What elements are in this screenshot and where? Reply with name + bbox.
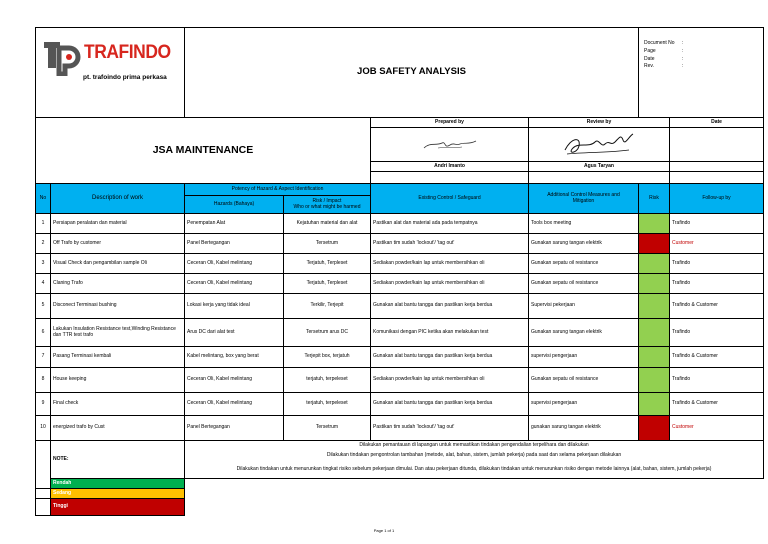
page-footer: Page 1 of 1	[373, 528, 395, 533]
row-impact: terjatuh, terpeleset	[284, 368, 371, 393]
row-followup: Customer	[670, 234, 764, 254]
document-info	[639, 28, 764, 118]
row-description: energized trafo by Cust	[51, 416, 185, 441]
legend-level-sedang: Sedang	[51, 489, 185, 499]
legend-description: Dilakukan tindakan untuk menurunkan tingkat risiko sebelum pekerjaan dimulai. Dan atau pekerjaan ditunda, dilakukan tindakan untuk menurunkan risiko dengan metode lainnya (alat, bahan, sistem, jumlah pekerja)	[236, 465, 712, 472]
document-info-label: Page	[644, 47, 656, 54]
row-description: Off Trafo by customer	[51, 234, 185, 254]
table-row	[36, 234, 764, 254]
table-row	[36, 254, 764, 274]
row-followup: Trafindo	[670, 368, 764, 393]
document-info-separator: :	[682, 63, 684, 70]
row-no: 6	[36, 319, 51, 347]
row-existing-control: Gunakan alat bantu tangga dan pastikan kerja berdua	[371, 393, 529, 416]
row-additional-control: gunakan sarung tangan elektrik	[529, 416, 639, 441]
document-title: JOB SAFETY ANALYSIS	[185, 28, 639, 118]
document-info-separator: :	[682, 40, 684, 46]
row-existing-control: Gunakan alat bantu tangga dan pastikan kerja berdua	[371, 347, 529, 368]
reviewer-signature-icon	[559, 130, 639, 160]
row-risk	[639, 416, 670, 441]
row-followup: Trafindo & Customer	[670, 393, 764, 416]
reviewer-signature	[529, 128, 670, 162]
col-header-followup: Follow-up by	[670, 184, 764, 214]
note-label: NOTE:	[51, 441, 185, 479]
date-label: Date	[670, 118, 764, 128]
row-description: Final check	[51, 393, 185, 416]
row-hazard: Ceceran Oli, Kabel melintang	[185, 274, 284, 294]
row-no: 8	[36, 368, 51, 393]
row-hazard: Ceceran Oli, Kabel melintang	[185, 368, 284, 393]
row-impact: Terjepit box, terjatuh	[284, 347, 371, 368]
document-info-separator: :	[682, 47, 684, 54]
row-followup: Trafindo	[670, 274, 764, 294]
row-impact: Kejatuhan material dan alat	[284, 214, 371, 234]
col-header-risk: Risk	[639, 184, 670, 214]
row-existing-control: Pastikan tim sudah 'lockout'/ 'tag out'	[371, 234, 529, 254]
row-description: Visual Check dan pengambilan sample Oli	[51, 254, 185, 274]
note-descriptions	[185, 441, 764, 479]
company-name: TRAFINDO	[84, 42, 171, 63]
row-risk	[639, 319, 670, 347]
row-description: Lakukan Insulation Resistance test,Winding Resistance dan TTR test trafo	[51, 319, 185, 347]
risk-impact-line1: Risk / Impact	[312, 197, 342, 204]
row-impact: Tersetrum	[284, 234, 371, 254]
row-description: Persiapan peralatan dan material	[51, 214, 185, 234]
col-header-additional-control	[529, 184, 639, 214]
row-no: 4	[36, 274, 51, 294]
company-logo	[36, 28, 185, 118]
legend-row	[36, 499, 764, 516]
legend-blank	[36, 499, 51, 516]
document-info-row	[644, 63, 761, 71]
row-hazard: Ceceran Oli, Kabel melintang	[185, 393, 284, 416]
row-existing-control: Sediakan powder/kain lap untuk membersihkan oli	[371, 274, 529, 294]
row-hazard: Panel Bertegangan	[185, 234, 284, 254]
document-info-label: Date	[644, 55, 655, 62]
jsa-title: JSA MAINTENANCE	[36, 118, 371, 184]
preparer-name: Andri Imanto	[371, 162, 529, 172]
col-header-description: Description of work	[51, 184, 185, 214]
row-existing-control: Komunikasi dengan PIC ketika akan melakukan test	[371, 319, 529, 347]
risk-impact-line2: Who or what might be harmed	[293, 203, 361, 210]
row-additional-control: Gunakan sepatu oil resistance	[529, 368, 639, 393]
row-existing-control: Sediakan powder/kain lap untuk membersihkan oli	[371, 368, 529, 393]
row-no: 2	[36, 234, 51, 254]
preparer-signature	[371, 128, 529, 162]
row-risk	[639, 254, 670, 274]
row-no: 7	[36, 347, 51, 368]
row-additional-control: Gunakan sepatu oil resistance	[529, 254, 639, 274]
date-value	[670, 128, 764, 162]
row-no: 10	[36, 416, 51, 441]
row-risk	[639, 347, 670, 368]
legend-blank	[36, 479, 51, 489]
col-header-no: No	[36, 184, 51, 214]
preparer-signature-icon	[420, 136, 480, 154]
row-followup: Trafindo & Customer	[670, 347, 764, 368]
row-followup: Trafindo	[670, 254, 764, 274]
row-risk	[639, 294, 670, 319]
row-hazard: Panel Bertegangan	[185, 416, 284, 441]
jsa-document	[35, 27, 763, 516]
trafindo-logo-icon	[42, 34, 84, 76]
row-existing-control: Pastikan tim sudah 'lockout'/ 'tag out'	[371, 416, 529, 441]
row-hazard: Arus DC dari alat test	[185, 319, 284, 347]
row-followup: Trafindo	[670, 319, 764, 347]
blank-cell	[371, 172, 529, 184]
table-row	[36, 214, 764, 234]
row-hazard: Penempatan Alat	[185, 214, 284, 234]
row-risk	[639, 393, 670, 416]
note-blank	[36, 441, 51, 479]
table-row	[36, 319, 764, 347]
row-additional-control: supervisi pengerjaan	[529, 393, 639, 416]
table-row	[36, 416, 764, 441]
row-followup: Customer	[670, 416, 764, 441]
reviewer-name: Agus Taryan	[529, 162, 670, 172]
row-impact: Tersetrum arus DC	[284, 319, 371, 347]
company-tagline: pt. trafoindo prima perkasa	[83, 74, 167, 81]
legend-row	[36, 479, 764, 489]
legend-row	[36, 489, 764, 499]
table-row	[36, 368, 764, 393]
document-info-separator: :	[682, 55, 684, 62]
row-existing-control: Gunakan alat bantu tangga dan pastikan kerja berdua	[371, 294, 529, 319]
row-description: Claning Trafo	[51, 274, 185, 294]
prepared-by-label: Prepared by	[371, 118, 529, 128]
jsa-table	[35, 27, 764, 516]
row-no: 1	[36, 214, 51, 234]
legend-description: Dilakukan pemantauan di lapangan untuk memastikan tindakan pengendalian terpelihara dan dilakukan	[359, 442, 589, 449]
row-existing-control: Pastikan alat dan material ada pada tempatnya	[371, 214, 529, 234]
row-risk	[639, 234, 670, 254]
row-additional-control: supervisi pengerjaan	[529, 347, 639, 368]
col-header-risk-impact	[284, 196, 371, 214]
document-info-row	[644, 40, 761, 48]
document-info-label: Rev.	[644, 63, 654, 70]
additional-control-line2: Mitigation	[572, 197, 595, 204]
col-header-potency: Potency of Hazard & Aspect Identification	[185, 184, 371, 196]
row-followup: Trafindo	[670, 214, 764, 234]
row-no: 3	[36, 254, 51, 274]
row-hazard: Lokasi kerja yang tidak ideal	[185, 294, 284, 319]
table-row	[36, 393, 764, 416]
row-description: House keeping	[51, 368, 185, 393]
row-no: 9	[36, 393, 51, 416]
col-header-existing-control: Existing Control / Safeguard	[371, 184, 529, 214]
row-impact: Tersetrum	[284, 416, 371, 441]
col-header-hazards: Hazards (Bahaya)	[185, 196, 284, 214]
row-hazard: Kabel melintang, box yang berat	[185, 347, 284, 368]
table-row	[36, 347, 764, 368]
table-row	[36, 294, 764, 319]
legend-blank	[36, 489, 51, 499]
document-info-row	[644, 48, 761, 56]
row-description: Pasang Terminasi kembali	[51, 347, 185, 368]
row-hazard: Ceceran Oli, Kabel melintang	[185, 254, 284, 274]
additional-control-line1: Additional Control Measures and	[547, 191, 620, 198]
review-by-label: Review by	[529, 118, 670, 128]
row-risk	[639, 214, 670, 234]
row-impact: terjatuh, terpeleset	[284, 393, 371, 416]
row-no: 5	[36, 294, 51, 319]
date-blank	[670, 162, 764, 172]
blank-cell	[670, 172, 764, 184]
table-row	[36, 274, 764, 294]
row-impact: Terkilir, Terjepit	[284, 294, 371, 319]
row-additional-control: Gunakan sarung tangan elektrik	[529, 319, 639, 347]
row-risk	[639, 368, 670, 393]
document-info-row	[644, 56, 761, 64]
row-followup: Trafindo & Customer	[670, 294, 764, 319]
legend-description: Dilakukan tindakan pengontrolan tambahan (metode, alat, bahan, sistem, jumlah pekerja) pada saat dan selama pekerjaan dilakukan	[326, 452, 622, 459]
row-impact: Terjatuh, Terpleset	[284, 254, 371, 274]
row-description: Disconect Terminasi bushing	[51, 294, 185, 319]
row-additional-control: Gunakan sarung tangan elektrik	[529, 234, 639, 254]
legend-level-rendah: Rendah	[51, 479, 185, 489]
legend-level-tinggi: Tinggi	[51, 499, 185, 516]
blank-cell	[529, 172, 670, 184]
row-impact: Terjatuh, Terpleset	[284, 274, 371, 294]
row-additional-control: Supervisi pekerjaan	[529, 294, 639, 319]
row-additional-control: Gunakan sepatu oil resistance	[529, 274, 639, 294]
row-existing-control: Sediakan powder/kain lap untuk membersihkan oli	[371, 254, 529, 274]
document-info-label: Document No	[644, 40, 675, 46]
row-additional-control: Tools box meeting	[529, 214, 639, 234]
row-risk	[639, 274, 670, 294]
